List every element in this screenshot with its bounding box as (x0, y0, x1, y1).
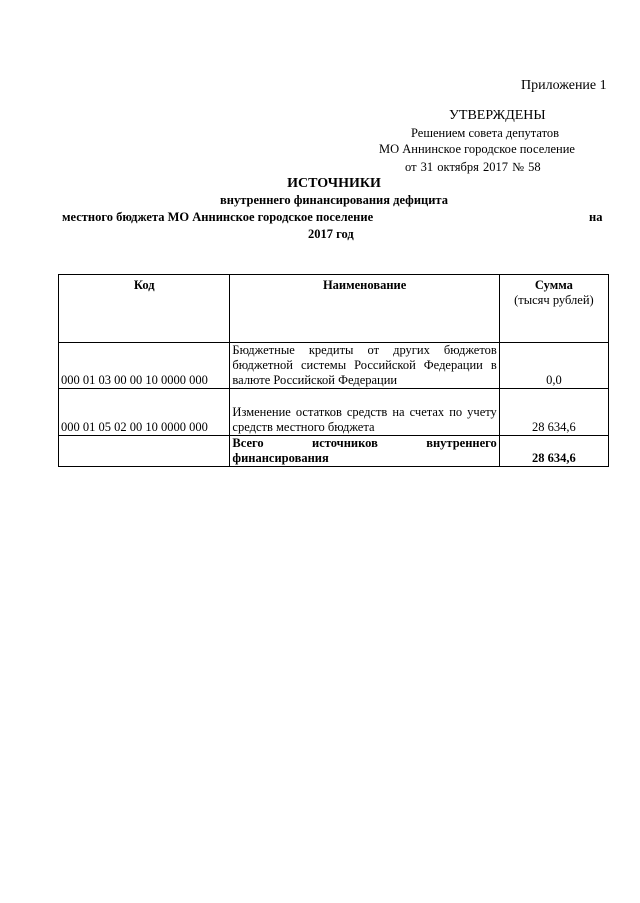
total-name: Всего источников внутреннего финансирования (230, 436, 499, 467)
table-total-row (59, 436, 609, 467)
approved-org-text: МО Аннинское городское поселение (379, 142, 575, 156)
document-subtitle-budget: местного бюджета МО Аннинское городское поселение (62, 210, 374, 224)
row-code: 000 01 03 00 00 10 0000 000 (59, 343, 230, 389)
total-sum: 28 634,6 (499, 436, 608, 467)
table-header-row (59, 275, 609, 343)
document-subtitle: внутреннего финансирования дефицита (220, 193, 448, 207)
document-subtitle-on: на (589, 210, 603, 224)
row-code: 000 01 05 02 00 10 0000 000 (59, 389, 230, 436)
approved-label: УТВЕРЖДЕНЫ (449, 108, 546, 123)
row-name: Изменение остатков средств на счетах по учету средств местного бюджета (230, 389, 499, 436)
approved-date-text: от 31 октября 2017 № 58 (405, 160, 541, 174)
sources-table (58, 274, 609, 467)
header-name: Наименование (230, 275, 499, 343)
total-code (59, 436, 230, 467)
document-title: ИСТОЧНИКИ (287, 176, 381, 191)
approved-by-text: Решением совета депутатов (411, 126, 560, 140)
header-sum-unit: (тысяч рублей) (514, 293, 594, 307)
table-row (59, 389, 609, 436)
header-sum-label: Сумма (534, 278, 573, 292)
row-name: Бюджетные кредиты от других бюджетов бюджетной системы Российской Федерации в валюте Российской Федерации (230, 343, 499, 389)
row-sum: 0,0 (499, 343, 608, 389)
header-code: Код (59, 275, 230, 343)
appendix-label: Приложение 1 (521, 78, 607, 93)
header-sum (499, 275, 608, 343)
document-year: 2017 год (308, 227, 354, 241)
row-sum: 28 634,6 (499, 389, 608, 436)
table-row (59, 343, 609, 389)
